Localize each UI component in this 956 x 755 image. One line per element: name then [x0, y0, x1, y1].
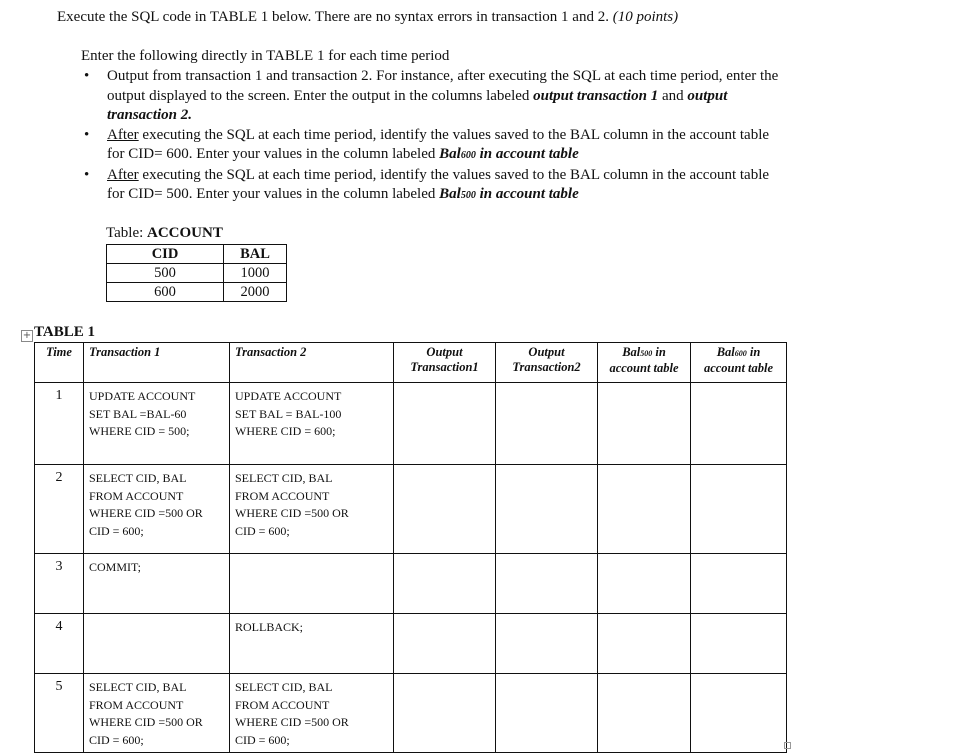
cell-bal: 1000	[224, 264, 287, 283]
header-bal500: Bal500 in account table	[598, 343, 691, 383]
bal600-cell[interactable]	[691, 465, 787, 554]
bal600-cell[interactable]	[691, 674, 787, 753]
transaction1-cell	[84, 614, 230, 674]
output-transaction1-cell[interactable]	[394, 383, 496, 465]
header-output-transaction2: Output Transaction2	[496, 343, 598, 383]
transaction2-cell: ROLLBACK;	[230, 614, 394, 674]
transaction1-cell: UPDATE ACCOUNT SET BAL =BAL-60 WHERE CID = 500;	[84, 383, 230, 465]
header-output-transaction1: Output Transaction1	[394, 343, 496, 383]
bal500-cell[interactable]	[598, 383, 691, 465]
table-expand-icon[interactable]: +	[22, 330, 32, 341]
table-row	[35, 465, 787, 554]
transaction2-cell: UPDATE ACCOUNT SET BAL = BAL-100 WHERE CID = 600;	[230, 383, 394, 465]
output-transaction1-cell[interactable]	[394, 614, 496, 674]
table-row	[35, 554, 787, 614]
table-row	[35, 383, 787, 465]
transaction1-cell: SELECT CID, BAL FROM ACCOUNT WHERE CID =500 OR CID = 600;	[84, 465, 230, 554]
time-cell: 1	[35, 383, 84, 465]
output-transaction2-cell[interactable]	[496, 674, 598, 753]
table-row	[35, 614, 787, 674]
heading-text: Execute the SQL code in TABLE 1 below. There are no syntax errors in transaction 1 and 2.	[57, 9, 613, 25]
table-row	[107, 283, 287, 302]
bal500-cell[interactable]	[598, 465, 691, 554]
header-bal600: Bal600 in account table	[691, 343, 787, 383]
output-transaction2-cell[interactable]	[496, 554, 598, 614]
time-cell: 5	[35, 674, 84, 753]
bullet-icon: •	[84, 166, 90, 183]
question-heading	[57, 9, 678, 26]
output-transaction1-cell[interactable]	[394, 674, 496, 753]
transaction2-cell	[230, 554, 394, 614]
header-bal: BAL	[224, 245, 287, 264]
bullet-icon: •	[84, 68, 90, 84]
table-resize-handle[interactable]	[784, 742, 791, 749]
bullet-icon: •	[84, 126, 90, 143]
account-table	[106, 244, 287, 302]
output-transaction1-cell[interactable]	[394, 465, 496, 554]
bal600-cell[interactable]	[691, 614, 787, 674]
instruction-bal500: • After executing the SQL at each time period, identify the values saved to the BAL column in the account table for CID= 500. Enter your values in the column labeled Bal500 in account table	[84, 166, 770, 202]
table-row	[107, 264, 287, 283]
time-cell: 3	[35, 554, 84, 614]
instruction-output: • Output from transaction 1 and transaction 2. For instance, after executing the SQL at each time period, enter the output displayed to the screen. Enter the output in the columns labeled output transaction 1 and output transaction 2.	[84, 68, 779, 123]
time-cell: 2	[35, 465, 84, 554]
output-transaction2-cell[interactable]	[496, 383, 598, 465]
instructions-intro: Enter the following directly in TABLE 1 for each time period	[81, 48, 450, 64]
cell-cid: 600	[107, 283, 224, 302]
table1-caption: TABLE 1	[34, 324, 95, 340]
points-label: (10 points)	[612, 9, 679, 25]
table-row	[107, 245, 287, 264]
bal600-cell[interactable]	[691, 383, 787, 465]
bal500-cell[interactable]	[598, 554, 691, 614]
transaction1-cell: COMMIT;	[84, 554, 230, 614]
table-row	[35, 674, 787, 753]
bal500-cell[interactable]	[598, 674, 691, 753]
table1-header-row	[35, 343, 787, 383]
output-transaction2-cell[interactable]	[496, 465, 598, 554]
header-time: Time	[35, 343, 84, 383]
bal600-cell[interactable]	[691, 554, 787, 614]
output-transaction2-cell[interactable]	[496, 614, 598, 674]
cell-cid: 500	[107, 264, 224, 283]
bal500-cell[interactable]	[598, 614, 691, 674]
transaction1-cell: SELECT CID, BAL FROM ACCOUNT WHERE CID =500 OR CID = 600;	[84, 674, 230, 753]
time-cell: 4	[35, 614, 84, 674]
transaction2-cell: SELECT CID, BAL FROM ACCOUNT WHERE CID =500 OR CID = 600;	[230, 674, 394, 753]
cell-bal: 2000	[224, 283, 287, 302]
header-cid: CID	[107, 245, 224, 264]
header-transaction2: Transaction 2	[230, 343, 394, 383]
output-transaction1-cell[interactable]	[394, 554, 496, 614]
table1	[34, 342, 787, 753]
account-table-caption: Table: ACCOUNT	[106, 225, 223, 241]
instructions-list	[81, 67, 781, 206]
instruction-bal600: • After executing the SQL at each time period, identify the values saved to the BAL column in the account table for CID= 600. Enter your values in the column labeled Bal600 in account table	[84, 126, 770, 162]
transaction2-cell: SELECT CID, BAL FROM ACCOUNT WHERE CID =500 OR CID = 600;	[230, 465, 394, 554]
header-transaction1: Transaction 1	[84, 343, 230, 383]
